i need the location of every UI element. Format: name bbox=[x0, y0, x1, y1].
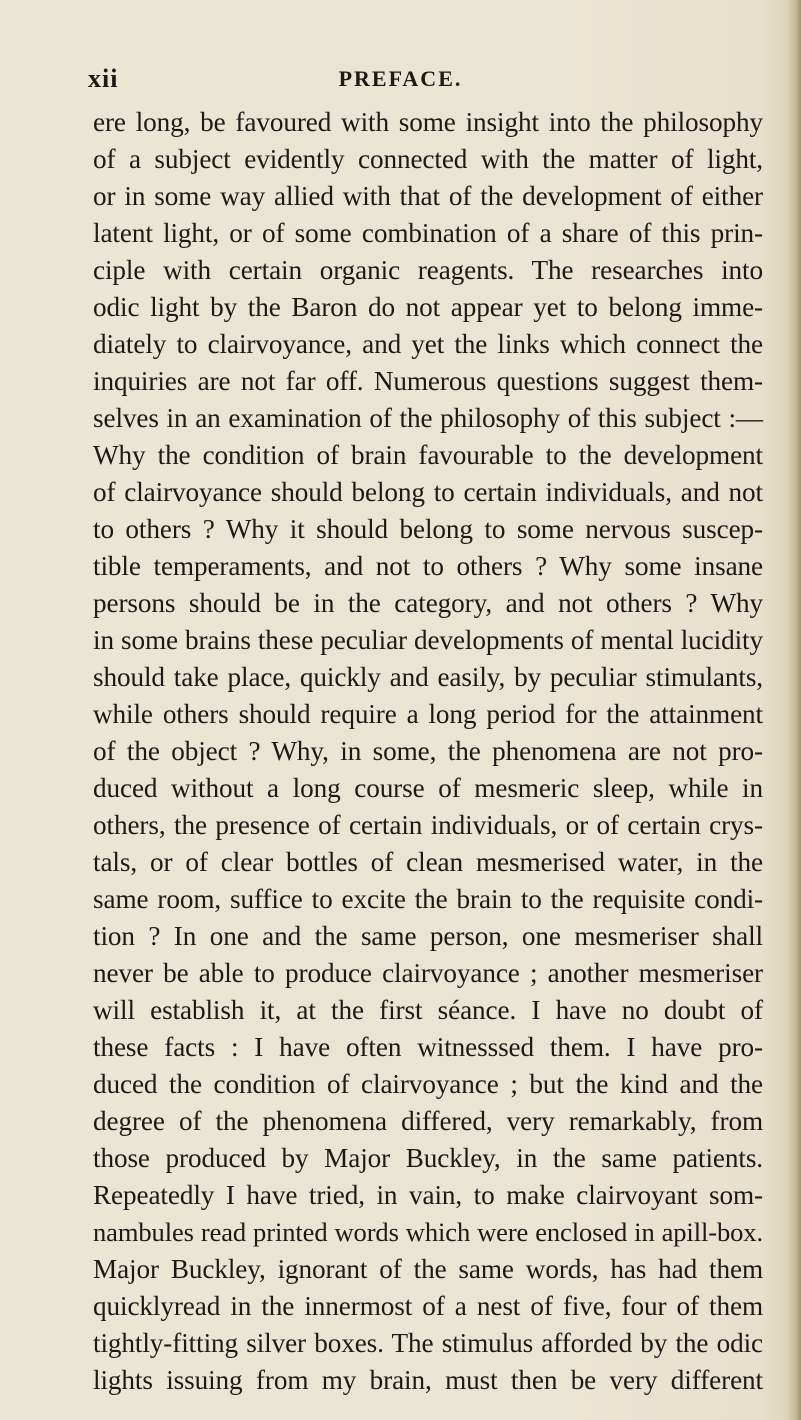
text-line: of a subject evidently connected with the matter of light, bbox=[93, 144, 763, 174]
text-line: or in some way allied with that of the development of either bbox=[93, 181, 763, 211]
text-line: of the object ? Why, in some, the phenomena are not pro- bbox=[93, 736, 763, 766]
text-line: persons should be in the category, and not others ? Why bbox=[93, 588, 763, 618]
text-line: same room, suffice to excite the brain to the requisite condi- bbox=[93, 884, 763, 914]
text-line: never be able to produce clairvoyance ; another mesmeriser bbox=[93, 958, 763, 988]
text-line: odic light by the Baron do not appear yet to belong imme- bbox=[93, 292, 763, 322]
text-line: tion ? In one and the same person, one mesmeriser shall bbox=[93, 921, 763, 951]
text-line: to others ? Why it should belong to some nervous suscep- bbox=[93, 514, 763, 544]
running-title: PREFACE. bbox=[338, 66, 463, 91]
text-line: duced the condition of clairvoyance ; but the kind and the bbox=[93, 1069, 763, 1099]
text-line: of clairvoyance should belong to certain individuals, and not bbox=[93, 477, 763, 507]
text-line: tible temperaments, and not to others ? Why some insane bbox=[93, 551, 763, 581]
text-line: inquiries are not far off. Numerous questions suggest them- bbox=[93, 366, 763, 396]
text-line: will establish it, at the first séance. I have no doubt of bbox=[93, 995, 763, 1025]
text-line: lights issuing from my brain, must then be very different bbox=[93, 1365, 763, 1395]
text-line: quicklyread in the innermost of a nest of five, four of them bbox=[93, 1291, 763, 1321]
page-header bbox=[0, 64, 801, 104]
text-line: ere long, be favoured with some insight into the philosophy bbox=[93, 107, 763, 137]
text-line: others, the presence of certain individuals, or of certain crys- bbox=[93, 810, 763, 840]
body-text bbox=[93, 104, 763, 1399]
text-line: diately to clairvoyance, and yet the links which connect the bbox=[93, 329, 763, 359]
text-line: while others should require a long period for the attainment bbox=[93, 699, 763, 729]
page-edge-shadow bbox=[787, 0, 801, 1420]
text-line: Major Buckley, ignorant of the same words, has had them bbox=[93, 1254, 763, 1284]
text-line: tightly-fitting silver boxes. The stimulus afforded by the odic bbox=[93, 1328, 763, 1358]
text-line: ciple with certain organic reagents. The researches into bbox=[93, 255, 763, 285]
text-line: tals, or of clear bottles of clean mesmerised water, in the bbox=[93, 847, 763, 877]
text-line: Why the condition of brain favourable to the development bbox=[93, 440, 763, 470]
page-number: xii bbox=[88, 64, 119, 93]
text-line: nambules read printed words which were enclosed in apill-box. bbox=[93, 1217, 763, 1247]
text-line: Repeatedly I have tried, in vain, to make clairvoyant som- bbox=[93, 1180, 763, 1210]
text-line: should take place, quickly and easily, by peculiar stimulants, bbox=[93, 662, 763, 692]
text-line: duced without a long course of mesmeric sleep, while in bbox=[93, 773, 763, 803]
text-line: selves in an examination of the philosophy of this subject :— bbox=[93, 403, 763, 433]
text-line: these facts : I have often witnesssed them. I have pro- bbox=[93, 1032, 763, 1062]
text-line: those produced by Major Buckley, in the same patients. bbox=[93, 1143, 763, 1173]
text-line: degree of the phenomena differed, very remarkably, from bbox=[93, 1106, 763, 1136]
text-line: latent light, or of some combination of a share of this prin- bbox=[93, 218, 763, 248]
text-line: in some brains these peculiar developments of mental lucidity bbox=[93, 625, 763, 655]
